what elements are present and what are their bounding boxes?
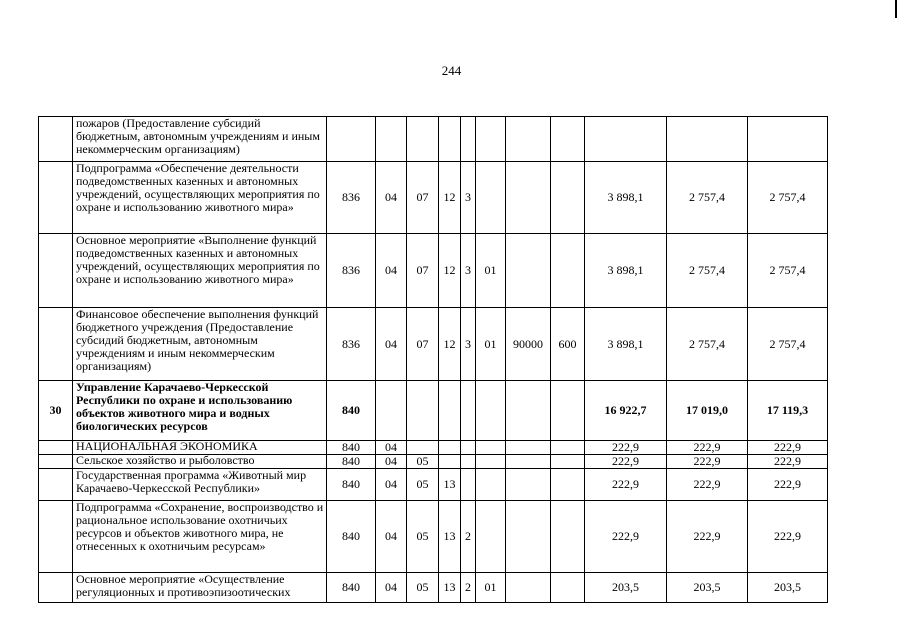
section-code-cell — [376, 117, 407, 162]
program-code-cell — [439, 441, 461, 455]
expense-type-cell — [551, 117, 585, 162]
item-name-cell: НАЦИОНАЛЬНАЯ ЭКОНОМИКА — [73, 441, 327, 455]
ministry-code-cell: 840 — [327, 573, 376, 603]
amount-year2-cell: 222,9 — [667, 501, 748, 573]
item-name-cell: Сельское хозяйство и рыболовство — [73, 455, 327, 469]
direction-code-cell — [506, 469, 551, 501]
program-code-cell: 13 — [439, 573, 461, 603]
subprogram-code-cell: 3 — [461, 308, 476, 381]
amount-year3-cell: 222,9 — [748, 469, 828, 501]
item-name-cell: Государственная программа «Животный мир Карачаево-Черкесской Республики» — [73, 469, 327, 501]
row-number-cell — [39, 234, 73, 308]
item-name-cell: Подпрограмма «Обеспечение деятельности подведомственных казенных и автономных учреждений, осуществляющих мероприятия по охране и использованию животного мира» — [73, 162, 327, 234]
table-row — [39, 162, 828, 234]
program-code-cell: 13 — [439, 469, 461, 501]
subsection-code-cell: 05 — [407, 501, 439, 573]
amount-year3-cell: 222,9 — [748, 501, 828, 573]
section-code-cell: 04 — [376, 469, 407, 501]
amount-year2-cell: 203,5 — [667, 573, 748, 603]
direction-code-cell — [506, 455, 551, 469]
ministry-code-cell: 840 — [327, 501, 376, 573]
direction-code-cell: 90000 — [506, 308, 551, 381]
amount-year3-cell: 17 119,3 — [748, 381, 828, 441]
ministry-code-cell: 836 — [327, 162, 376, 234]
amount-year1-cell: 222,9 — [585, 441, 667, 455]
section-code-cell: 04 — [376, 308, 407, 381]
amount-year2-cell: 2 757,4 — [667, 308, 748, 381]
item-name-cell: Подпрограмма «Сохранение, воспроизводство и рациональное использование охотничьих ресурсов и объектов животного мира, не отнесенных к охотничьим ресурсам» — [73, 501, 327, 573]
amount-year2-cell: 222,9 — [667, 469, 748, 501]
row-number-cell — [39, 308, 73, 381]
amount-year2-cell: 222,9 — [667, 455, 748, 469]
subsection-code-cell: 07 — [407, 234, 439, 308]
table-row — [39, 308, 828, 381]
ministry-code-cell: 836 — [327, 234, 376, 308]
amount-year3-cell: 222,9 — [748, 441, 828, 455]
subsection-code-cell: 05 — [407, 455, 439, 469]
amount-year1-cell — [585, 117, 667, 162]
item-name-cell: Финансовое обеспечение выполнения функций бюджетного учреждения (Предоставление субсидий бюджетным, автономным учреждениям и иным некоммерческим организациям) — [73, 308, 327, 381]
subprogram-code-cell: 3 — [461, 234, 476, 308]
amount-year1-cell: 3 898,1 — [585, 162, 667, 234]
expense-type-cell — [551, 455, 585, 469]
subprogram-code-cell — [461, 469, 476, 501]
row-number-cell — [39, 469, 73, 501]
subprogram-code-cell: 2 — [461, 573, 476, 603]
amount-year3-cell: 203,5 — [748, 573, 828, 603]
subprogram-code-cell — [461, 117, 476, 162]
table-row — [39, 573, 828, 603]
subsection-code-cell — [407, 381, 439, 441]
expense-type-cell — [551, 573, 585, 603]
item-name-cell: пожаров (Предоставление субсидий бюджетным, автономным учреждениям и иным некоммерческим организациям) — [73, 117, 327, 162]
section-code-cell: 04 — [376, 234, 407, 308]
amount-year3-cell: 2 757,4 — [748, 308, 828, 381]
expense-type-cell: 600 — [551, 308, 585, 381]
ministry-code-cell: 840 — [327, 455, 376, 469]
section-code-cell: 04 — [376, 573, 407, 603]
amount-year2-cell: 222,9 — [667, 441, 748, 455]
subsection-code-cell: 05 — [407, 469, 439, 501]
table-row — [39, 441, 828, 455]
page-number: 244 — [441, 63, 462, 78]
row-number-cell — [39, 501, 73, 573]
event-code-cell — [476, 469, 506, 501]
subsection-code-cell — [407, 117, 439, 162]
amount-year1-cell: 3 898,1 — [585, 234, 667, 308]
section-code-cell: 04 — [376, 501, 407, 573]
event-code-cell: 01 — [476, 234, 506, 308]
item-name-cell: Основное мероприятие «Осуществление регуляционных и противоэпизоотических — [73, 573, 327, 603]
direction-code-cell — [506, 234, 551, 308]
subprogram-code-cell — [461, 441, 476, 455]
ministry-code-cell: 840 — [327, 469, 376, 501]
subprogram-code-cell — [461, 381, 476, 441]
program-code-cell: 12 — [439, 234, 461, 308]
row-number-cell — [39, 455, 73, 469]
amount-year1-cell: 222,9 — [585, 469, 667, 501]
direction-code-cell — [506, 381, 551, 441]
direction-code-cell — [506, 501, 551, 573]
section-code-cell — [376, 381, 407, 441]
direction-code-cell — [506, 441, 551, 455]
subsection-code-cell: 07 — [407, 162, 439, 234]
subprogram-code-cell: 2 — [461, 501, 476, 573]
amount-year1-cell: 222,9 — [585, 455, 667, 469]
row-number-cell — [39, 573, 73, 603]
ministry-code-cell: 840 — [327, 441, 376, 455]
amount-year3-cell — [748, 117, 828, 162]
program-code-cell: 13 — [439, 501, 461, 573]
amount-year1-cell: 3 898,1 — [585, 308, 667, 381]
expense-type-cell — [551, 234, 585, 308]
event-code-cell — [476, 117, 506, 162]
subsection-code-cell: 07 — [407, 308, 439, 381]
expense-type-cell — [551, 162, 585, 234]
amount-year1-cell: 222,9 — [585, 501, 667, 573]
table-row — [39, 455, 828, 469]
expense-type-cell — [551, 501, 585, 573]
event-code-cell — [476, 455, 506, 469]
item-name-cell: Основное мероприятие «Выполнение функций подведомственных казенных и автономных учреждений, осуществляющих мероприятия по охране и использованию животного мира» — [73, 234, 327, 308]
program-code-cell — [439, 455, 461, 469]
event-code-cell — [476, 381, 506, 441]
section-code-cell: 04 — [376, 162, 407, 234]
table-row — [39, 234, 828, 308]
expense-type-cell — [551, 381, 585, 441]
amount-year2-cell: 2 757,4 — [667, 234, 748, 308]
amount-year2-cell: 2 757,4 — [667, 162, 748, 234]
direction-code-cell — [506, 117, 551, 162]
section-code-cell: 04 — [376, 455, 407, 469]
amount-year2-cell — [667, 117, 748, 162]
amount-year1-cell: 16 922,7 — [585, 381, 667, 441]
expense-type-cell — [551, 441, 585, 455]
amount-year3-cell: 222,9 — [748, 455, 828, 469]
table-row — [39, 381, 828, 441]
row-number-cell — [39, 162, 73, 234]
event-code-cell — [476, 162, 506, 234]
amount-year2-cell: 17 019,0 — [667, 381, 748, 441]
direction-code-cell — [506, 573, 551, 603]
page-edge-mark — [895, 0, 897, 18]
direction-code-cell — [506, 162, 551, 234]
program-code-cell — [439, 381, 461, 441]
program-code-cell — [439, 117, 461, 162]
table-row — [39, 117, 828, 162]
program-code-cell: 12 — [439, 308, 461, 381]
table-row — [39, 501, 828, 573]
event-code-cell: 01 — [476, 308, 506, 381]
event-code-cell — [476, 501, 506, 573]
amount-year3-cell: 2 757,4 — [748, 162, 828, 234]
amount-year1-cell: 203,5 — [585, 573, 667, 603]
item-name-cell: Управление Карачаево-Черкесской Республики по охране и использованию объектов животного мира и водных биологических ресурсов — [73, 381, 327, 441]
amount-year3-cell: 2 757,4 — [748, 234, 828, 308]
budget-table — [38, 116, 828, 603]
event-code-cell — [476, 441, 506, 455]
subsection-code-cell: 05 — [407, 573, 439, 603]
table-row — [39, 469, 828, 501]
section-code-cell: 04 — [376, 441, 407, 455]
subprogram-code-cell: 3 — [461, 162, 476, 234]
row-number-cell — [39, 441, 73, 455]
program-code-cell: 12 — [439, 162, 461, 234]
event-code-cell: 01 — [476, 573, 506, 603]
ministry-code-cell — [327, 117, 376, 162]
ministry-code-cell: 840 — [327, 381, 376, 441]
subprogram-code-cell — [461, 455, 476, 469]
subsection-code-cell — [407, 441, 439, 455]
expense-type-cell — [551, 469, 585, 501]
row-number-cell: 30 — [39, 381, 73, 441]
ministry-code-cell: 836 — [327, 308, 376, 381]
row-number-cell — [39, 117, 73, 162]
